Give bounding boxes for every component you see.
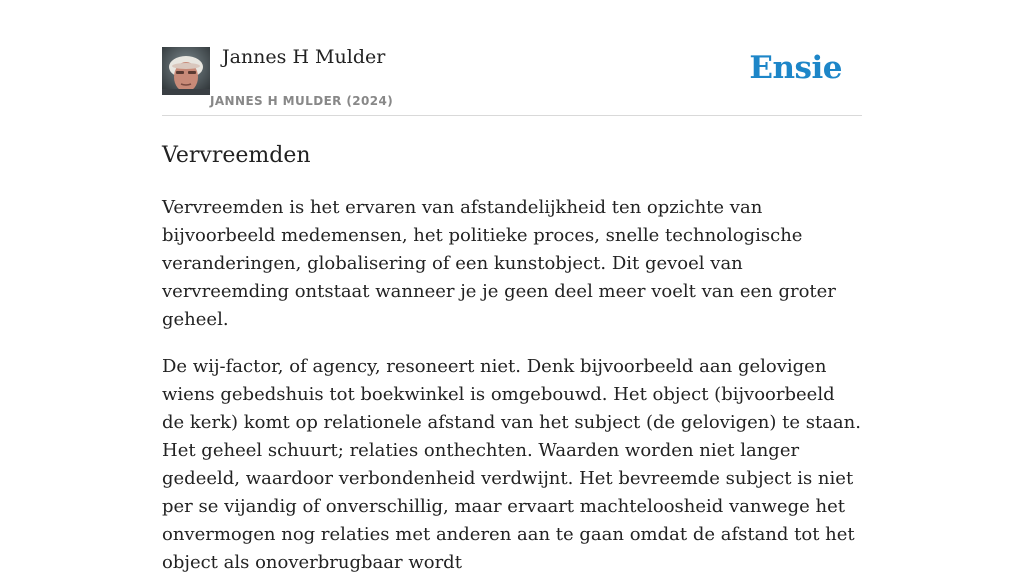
article-paragraph: De wij-factor, of agency, resoneert niet. Denk bijvoorbeeld aan gelovigen wiens gebedshuis tot boekwinkel is omgebouwd. Het object (bijvoorbeeld de kerk) komt op relationele afstand van het subject (de gelovigen) te staan. Het geheel schuurt; relaties onthechten. Waarden worden niet langer gedeeld, waardoor verbondenheid verdwijnt. Het bevreemde subject is niet per se vijandig of onverschillig, maar ervaart machteloosheid vanwege het onvermogen nog relaties met anderen aan te gaan omdat de afstand tot het object als onoverbrugbaar wordt <box>162 356 861 573</box>
article-paragraph: Vervreemden is het ervaren van afstandelijkheid ten opzichte van bijvoorbeeld medemensen, het politieke proces, snelle technologische veranderingen, globalisering of een kunstobject. Dit gevoel van vervreemding ontstaat wanneer je je geen deel meer voelt van een groter geheel. <box>162 197 836 330</box>
brand-logo[interactable]: Ensie <box>749 50 842 86</box>
author-photo <box>162 47 210 95</box>
article-header <box>162 40 862 116</box>
author-name[interactable]: Jannes H Mulder <box>222 46 386 68</box>
avatar[interactable] <box>162 47 210 95</box>
author-byline: JANNES H MULDER (2024) <box>210 94 394 108</box>
article-title: Vervreemden <box>162 143 311 168</box>
article-card <box>162 40 862 577</box>
